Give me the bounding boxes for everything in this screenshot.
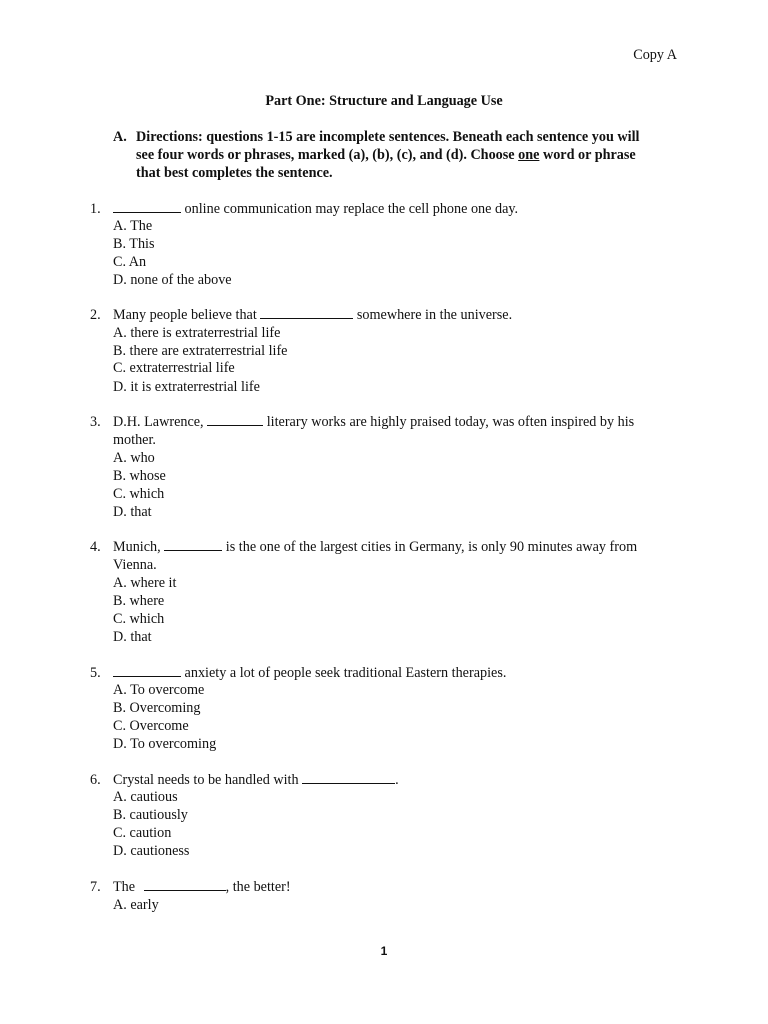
question-number: 1. xyxy=(90,201,101,217)
directions-line-3: that best completes the sentence. xyxy=(136,165,333,181)
option-a: A. where it xyxy=(113,575,177,591)
section-title: Part One: Structure and Language Use xyxy=(265,93,503,109)
option-a: A. To overcome xyxy=(113,682,205,698)
stem-text: somewhere in the universe. xyxy=(353,307,513,323)
answer-blank xyxy=(164,539,222,551)
question-number: 6. xyxy=(90,772,101,788)
stem-text: online communication may replace the cell phone one day. xyxy=(181,201,519,217)
option-b: B. there are extraterrestrial life xyxy=(113,343,288,359)
directions-letter: A. xyxy=(113,129,127,145)
option-a: A. there is extraterrestrial life xyxy=(113,325,281,341)
question-stem xyxy=(113,879,291,896)
directions-line-1: Directions: questions 1-15 are incomplete sentences. Beneath each sentence you will xyxy=(136,129,640,145)
question-stem xyxy=(113,201,518,218)
answer-blank xyxy=(144,879,226,891)
option-c: C. caution xyxy=(113,825,172,841)
answer-blank xyxy=(302,772,395,784)
stem-text: Munich, xyxy=(113,539,165,555)
option-c: C. which xyxy=(113,486,165,502)
stem-text: anxiety a lot of people seek traditional Eastern therapies. xyxy=(181,665,507,681)
answer-blank xyxy=(260,307,353,319)
option-b: B. This xyxy=(113,236,155,252)
option-c: C. Overcome xyxy=(113,718,189,734)
option-d: D. none of the above xyxy=(113,272,232,288)
option-c: C. extraterrestrial life xyxy=(113,360,235,376)
answer-blank xyxy=(207,414,263,426)
option-d: D. To overcoming xyxy=(113,736,217,752)
option-a: A. early xyxy=(113,897,159,913)
stem-text: Crystal needs to be handled with xyxy=(113,772,303,788)
question-number: 5. xyxy=(90,665,101,681)
option-b: B. where xyxy=(113,593,165,609)
option-a: A. The xyxy=(113,218,153,234)
question-stem xyxy=(113,539,637,556)
question-stem-continued: Vienna. xyxy=(113,557,157,573)
answer-blank xyxy=(113,665,181,677)
option-a: A. who xyxy=(113,450,155,466)
directions-underlined-word: one xyxy=(518,147,540,163)
option-d: D. it is extraterrestrial life xyxy=(113,379,260,395)
option-c: C. An xyxy=(113,254,147,270)
question-stem xyxy=(113,772,399,789)
option-d: D. cautioness xyxy=(113,843,190,859)
question-number: 2. xyxy=(90,307,101,323)
question-stem xyxy=(113,665,506,682)
question-stem xyxy=(113,414,634,431)
question-stem-continued: mother. xyxy=(113,432,156,448)
stem-text: . xyxy=(395,772,399,788)
copy-label: Copy A xyxy=(633,47,677,63)
stem-text: , the better! xyxy=(225,879,291,895)
stem-text: D.H. Lawrence, xyxy=(113,414,208,430)
question-number: 3. xyxy=(90,414,101,430)
directions-line-2-end: word or phrase xyxy=(539,147,636,163)
option-d: D. that xyxy=(113,504,152,520)
option-b: B. cautiously xyxy=(113,807,188,823)
stem-text: is the one of the largest cities in Germany, is only 90 minutes away from xyxy=(222,539,638,555)
option-d: D. that xyxy=(113,629,152,645)
option-a: A. cautious xyxy=(113,789,178,805)
stem-text: The xyxy=(113,879,139,895)
question-number: 4. xyxy=(90,539,101,555)
option-c: C. which xyxy=(113,611,165,627)
answer-blank xyxy=(113,201,181,213)
option-b: B. Overcoming xyxy=(113,700,201,716)
question-stem xyxy=(113,307,512,324)
option-b: B. whose xyxy=(113,468,166,484)
stem-text: literary works are highly praised today, was often inspired by his xyxy=(263,414,635,430)
directions-line-2 xyxy=(136,147,636,164)
question-number: 7. xyxy=(90,879,101,895)
directions-line-2-start: see four words or phrases, marked (a), (b), (c), and (d). Choose xyxy=(136,147,519,163)
page-number: 1 xyxy=(380,944,388,958)
stem-text: Many people believe that xyxy=(113,307,261,323)
